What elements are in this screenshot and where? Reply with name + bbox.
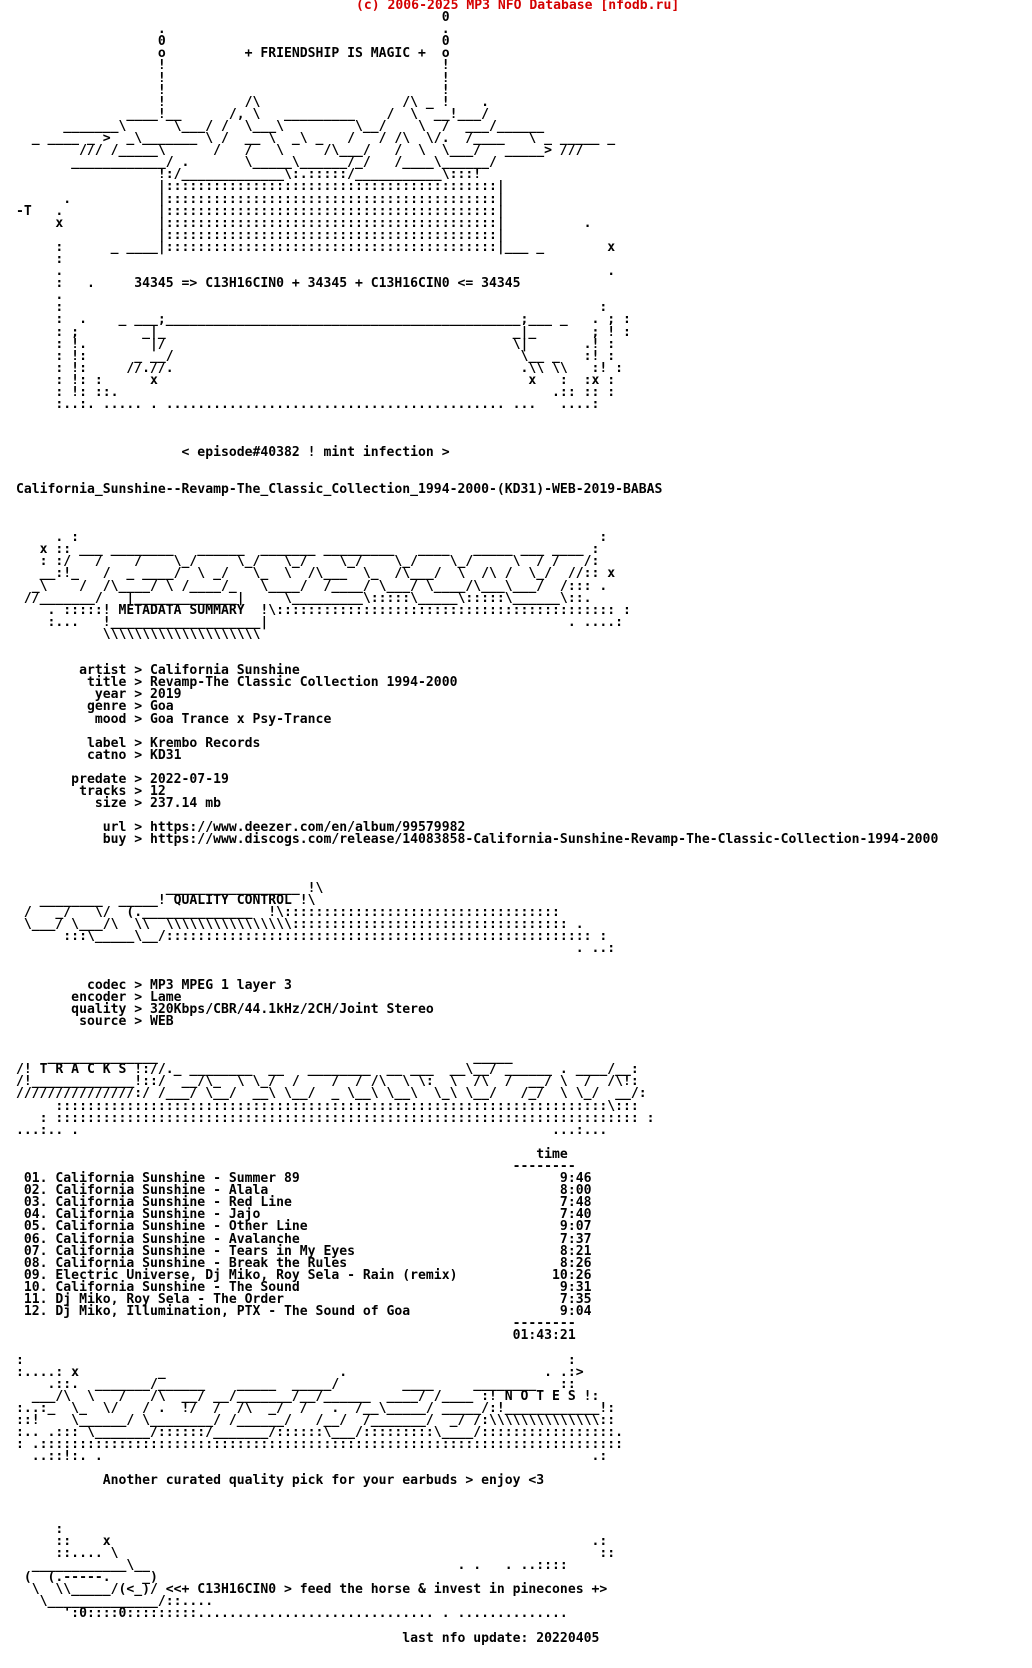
nfo-line: encoder > Lame	[16, 989, 182, 1005]
nfo-body	[16, 10, 938, 1646]
nfo-line: :: x .:	[16, 1533, 608, 1549]
nfo-line: genre > Goa	[16, 699, 174, 715]
nfo-line: 10. California Sunshine - The Sound 9:31	[16, 1279, 592, 1295]
nfo-line: ! !	[16, 58, 450, 74]
nfo-line: : :/ / / \_/ \_/ \_/ \_/ \_/ \_/ \ / / /:	[16, 554, 600, 570]
nfo-line: Another curated quality pick for your earbuds > enjoy <3	[16, 1473, 545, 1489]
nfo-line: . ..:	[16, 941, 616, 957]
nfo-line: quality > 320Kbps/CBR/44.1kHz/2CH/Joint Stereo	[16, 1001, 434, 1017]
nfo-line: //_______/ |_____________| \_________\:::::\_____\:::::\______\::.	[16, 590, 592, 606]
nfo-line: :::\_____\__/:::::::::::::::::::::::::::::::::::::::::::::::::::::: :	[16, 929, 608, 945]
nfo-line: \\\\\\\\\\\\\\\\\\\\	[16, 626, 261, 642]
nfodb-header: (c) 2006-2025 MP3 NFO Database [nfodb.ru]	[356, 0, 680, 13]
nfo-line: ///////////////:/ /___/ \__/ __\ \__/ _ \__\ \__\ \_\ \__/ /_/ \ \_/ __/:	[16, 1086, 647, 1102]
nfo-line: catno > KD31	[16, 747, 182, 763]
nfo-line: mood > Goa Trance x Psy-Trance	[16, 711, 332, 727]
nfo-line: ! !	[16, 70, 450, 86]
nfo-line: tracks > 12	[16, 784, 166, 800]
nfo-line: title > Revamp-The Classic Collection 1994-2000	[16, 675, 458, 691]
nfo-line: o + FRIENDSHIP IS MAGIC + o	[16, 46, 450, 62]
nfo-line: 0 0	[16, 34, 450, 50]
nfo-line: ':0::::0:::::::::.............................. . ..............	[16, 1606, 568, 1622]
nfo-line: artist > California Sunshine	[16, 663, 300, 679]
nfo-line: : . _ ___;_____________________________________________;___ _ . ; :	[16, 312, 631, 328]
nfo-line: \______________/::....	[16, 1594, 214, 1610]
nfo-line: 0	[16, 10, 450, 26]
nfo-line: : :	[16, 1352, 576, 1368]
nfo-line: 07. California Sunshine - Tears in My Eyes 8:21	[16, 1243, 592, 1259]
nfo-line: : . 34345 => C13H16CIN0 + 34345 + C13H16CIN0 <= 34345	[16, 276, 521, 292]
nfo-line: _\ / /\____/ \ /____/_ \____/ /____/ \___/ \____/\___\___/ /::: .	[16, 578, 608, 594]
nfo-line: buy > https://www.discogs.com/release/14083858-California-Sunshine-Revamp-The-Classic-Collection-1994-2000	[16, 832, 939, 848]
nfo-line: /! T R A C K S !://._ ________ __ ________ __ ___ __\__/ ______ . ____/__:	[16, 1062, 639, 1078]
nfo-line: --------	[16, 1159, 576, 1174]
nfo-line: ..::!:. . .:	[16, 1449, 608, 1465]
nfo-line: 02. California Sunshine - Alala 8:00	[16, 1183, 592, 1199]
nfo-line: ______________ _____	[16, 1050, 513, 1066]
nfo-line: size > 237.14 mb	[16, 796, 221, 812]
nfo-text	[16, 0, 938, 1645]
nfo-line: --------	[16, 1316, 576, 1332]
nfo-line: : ; _|_ _|_ ; ! :	[16, 324, 631, 340]
nfo-line: :....: x _ . . .:>	[16, 1364, 584, 1380]
nfo-line: California_Sunshine--Revamp-The_Classic_Collection_1994-2000-(KD31)-WEB-2019-BABAS	[16, 481, 663, 497]
nfo-line: :	[16, 251, 64, 267]
nfo-line: ________ _____! QUALITY CONTROL !\	[16, 892, 316, 908]
nfo-line: :.. .::: \_______/::::::/_______/::::::\___/:::::::::\____/:::::::::::::::::.	[16, 1425, 623, 1441]
nfo-line: _________________ !\	[16, 880, 324, 896]
nfo-line: predate > 2022-07-19	[16, 772, 229, 787]
nfo-line: :..:. ..... . ........................................... ... ....:	[16, 397, 600, 413]
nfo-line: ::::::::::::::::::::::::::::::::::::::::::::::::::::::::::::::::::::::\:::	[16, 1098, 639, 1114]
nfo-line: source > WEB	[16, 1013, 174, 1029]
nfo-line: : :	[16, 300, 608, 316]
nfo-line: : !: _ __/ \__ _ :! :	[16, 348, 616, 364]
nfo-line: : .::::::::::::::::::::::::::::::::::::::::::::::::::::::::::::::::::::::::::	[16, 1437, 623, 1453]
nfo-line: ____________/ . \_____\______/_/ /____\______/	[16, 155, 497, 171]
nfo-line: /// /_____\ / / \ /\___/ / \ \___/ _____> ///	[16, 143, 584, 159]
nfo-line: year > 2019	[16, 687, 182, 703]
nfo-line: codec > MP3 MPEG 1 layer 3	[16, 977, 292, 993]
nfo-line: 05. California Sunshine - Other Line 9:07	[16, 1219, 592, 1235]
nfo-line: ! !	[16, 82, 450, 98]
nfo-line: : !: ::. .:: :: :	[16, 385, 616, 400]
nfo-line: 09. Electric Universe, Dj Miko, Roy Sela - Rain (remix) 10:26	[16, 1267, 592, 1283]
nfo-line: .::. _______/______ _____ _____/ ____ ________ ::	[16, 1376, 576, 1392]
nfo-line: ___/\ \ / /\ __/ __/_______/__/______ ____/ /____ :! N O T E S !:	[16, 1388, 600, 1404]
nfo-line: ...:.. . ...:...	[16, 1122, 608, 1138]
nfo-line: 08. California Sunshine - Break the Rules 8:26	[16, 1255, 592, 1271]
nfo-line: : !: //.//. .\\ \\ :! :	[16, 360, 623, 376]
nfo-line: 11. Dj Miko, Roy Sela - The Order 7:35	[16, 1292, 592, 1308]
nfo-line: -T . |::::::::::::::::::::::::::::::::::::::::::|	[16, 203, 505, 219]
nfo-line: time	[16, 1146, 568, 1162]
nfo-line: ::! \______/ \________/ /______/ /__/ /_______/ _/ /:\\\\\\\\\\\\\\::	[16, 1412, 616, 1428]
nfo-line: \___/ \___/\ \\ \\\\\\\\\\\\\\\\::::::::::::::::::::::::::::::::::: .	[16, 917, 584, 933]
nfo-line: ____!__ /, \ _________ / \ __!___/	[16, 106, 489, 122]
nfo-line: 01:43:21	[16, 1328, 576, 1344]
nfo-line: :... !___________________| . ....:	[16, 614, 623, 630]
nfo-line: 04. California Sunshine - Jajo 7:40	[16, 1207, 592, 1223]
nfo-line: 03. California Sunshine - Red Line 7:48	[16, 1195, 592, 1211]
nfo-line: \ \\_____/(<_)/ <<+ C13H16CIN0 > feed the horse & invest in pinecones +>	[16, 1582, 608, 1598]
nfo-line: .	[16, 288, 64, 304]
nfo-line: : :::::::::::::::::::::::::::::::::::::::::::::::::::::::::::::::::::::::::: :	[16, 1110, 655, 1126]
nfo-line: 12. Dj Miko, Illumination, PTX - The Sound of Goa 9:04	[16, 1304, 592, 1320]
nfo-line: . |::::::::::::::::::::::::::::::::::::::::::|	[16, 191, 505, 207]
nfo-line: : !: : x x : :x :	[16, 372, 616, 388]
nfo-line: ( (.-----. _)	[16, 1570, 158, 1586]
nfo-line: < episode#40382 ! mint infection >	[16, 445, 450, 461]
nfo-line: _ ____ _ > _\_______ \ / __ \ _\ _ / / /\ \/. /____ \ _ _____ _	[16, 131, 616, 147]
nfo-line: |::::::::::::::::::::::::::::::::::::::::::|	[16, 227, 505, 243]
nfo-line: x :: ___ ________ ______ _______ _________ ____ _____ ___ ____ :	[16, 542, 600, 558]
nfo-line: . .	[16, 264, 616, 280]
nfo-line: __:!_ / _ ____/ \ _/ \_ \ /\___ \_ /\___/ \ /\ / \_/ //:: x	[16, 566, 616, 582]
nfo-line: : !. |/ \| .! :	[16, 336, 616, 352]
nfo-line: . : :	[16, 530, 608, 546]
nfo-line: ____________\__ . . . ..::::	[16, 1558, 568, 1574]
nfo-line: label > Krembo Records	[16, 735, 261, 751]
nfo-line: 01. California Sunshine - Summer 89 9:46	[16, 1171, 592, 1187]
nfo-line: !:/_____________\:.:::::/___________\:::!	[16, 167, 482, 183]
nfo-line: ::.... \ ::	[16, 1546, 616, 1561]
nfo-line: _______\ \___/ / \___\ \__/ \ / ___/______	[16, 118, 545, 134]
nfo-line: . :::::! METADATA SUMMARY !\::::::::::::::::::::::::::::::::::::::::::: :	[16, 602, 631, 618]
nfo-line: |::::::::::::::::::::::::::::::::::::::::::|	[16, 179, 505, 195]
nfo-line: : _ ____|::::::::::::::::::::::::::::::::::::::::::|___ _ x	[16, 239, 616, 255]
nfo-line: x |::::::::::::::::::::::::::::::::::::::::::| .	[16, 215, 592, 231]
nfo-line: :	[16, 1521, 64, 1537]
nfo-line: /!_____________!::/ __/\_ \ \_/ / / / /\ \ \: \ /\ / __/ \ / /\!:	[16, 1074, 639, 1090]
nfo-line: / _/ \/ (.______________ !\:::::::::::::::::::::::::::::::::::	[16, 905, 560, 921]
nfo-line: :..:_ \_ \/ / . !/ / /\ _/ / . /__\_____/ _____/:!____________!:	[16, 1400, 616, 1416]
nfo-line: . .	[16, 22, 450, 38]
nfo-line: url > https://www.deezer.com/en/album/99579982	[16, 820, 466, 836]
nfo-line: ! /\ /\ _ ! .	[16, 94, 489, 110]
nfo-line: last nfo update: 20220405	[16, 1630, 600, 1646]
nfo-line: 06. California Sunshine - Avalanche 7:37	[16, 1231, 592, 1247]
